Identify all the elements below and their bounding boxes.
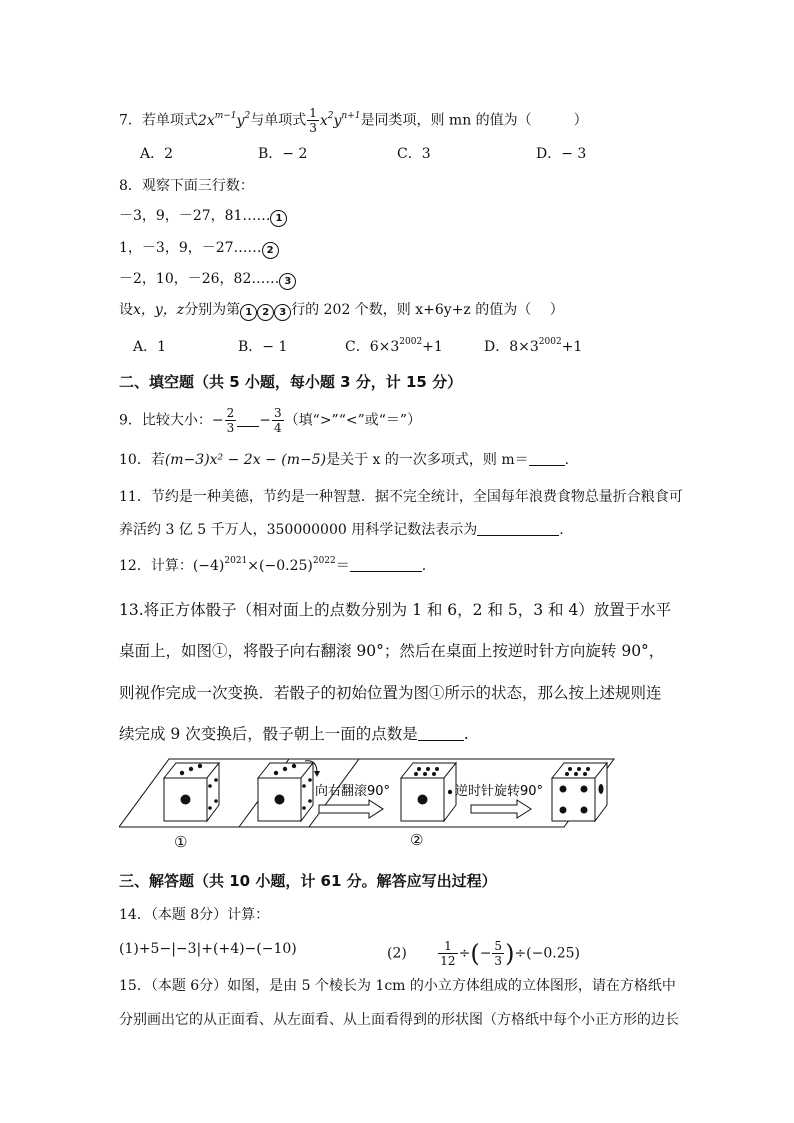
q7-text-c: 是同类项，则 mn 的值为（ ） bbox=[360, 112, 588, 129]
die-3 bbox=[401, 763, 456, 821]
q8-row-3-text: －2，10，－26，82…… bbox=[119, 271, 280, 287]
q12-exp2: 2022 bbox=[312, 556, 336, 566]
q10-expr: (m−3)x² − 2x − (m−5) bbox=[164, 452, 327, 468]
q9-answer-blank[interactable] bbox=[237, 412, 259, 427]
section-3-title: 三、解答题（共 10 小题，计 61 分。解答应写出过程） bbox=[119, 872, 497, 890]
q13-line-4 bbox=[119, 724, 469, 744]
arrow-rotate bbox=[471, 800, 531, 818]
q7-term1-yexp: 2 bbox=[244, 110, 251, 121]
die-4-front bbox=[552, 778, 595, 821]
die-1-top-pip bbox=[189, 767, 193, 771]
die-4-top-pip bbox=[577, 767, 581, 771]
q8-option-c-tail: +1 bbox=[422, 339, 443, 355]
die-1-side-pip bbox=[208, 806, 212, 810]
q8-option-d-tail: +1 bbox=[561, 339, 583, 355]
die-2-side-pip bbox=[302, 784, 306, 788]
q7-frac-num: 1 bbox=[309, 106, 317, 120]
die-3-top-pip bbox=[432, 772, 436, 776]
q12-prefix: 12．计算： bbox=[119, 558, 193, 574]
q11-end: . bbox=[559, 522, 564, 538]
die-1-side-pip bbox=[214, 799, 218, 803]
q15-line-2: 分别画出它的从正面看、从左面看、从上面看得到的形状图（方格纸中每个小正方形的边长 bbox=[119, 1012, 679, 1028]
q7-option-c[interactable]: C．3 bbox=[397, 146, 431, 162]
q10-answer-blank[interactable] bbox=[529, 451, 565, 466]
die-2-side-pip bbox=[302, 806, 306, 810]
q9-f1-num: 2 bbox=[226, 406, 235, 420]
die-2 bbox=[258, 761, 320, 821]
die-3-top-pip bbox=[414, 772, 418, 776]
q14-label-2: (2) bbox=[387, 945, 407, 962]
q14-div: ÷ bbox=[458, 945, 471, 962]
q14-expr-2: (2) $\frac{1}{12}$ ÷(− $\frac{5}{3}$ )÷(−0.25) bbox=[387, 939, 580, 968]
q11-line-2 bbox=[119, 520, 564, 540]
q13-line-1: 13.将正方体骰子（相对面上的点数分别为 1 和 6，2 和 5，3 和 4）放置于水平 bbox=[119, 601, 672, 619]
die-3-top-pip bbox=[423, 772, 427, 776]
die-4-top-pip bbox=[565, 772, 569, 776]
q14-title: 14．（本题 8分）计算： bbox=[119, 907, 270, 923]
q11-line-2-text: 养活约 3 亿 5 千万人，350000000 用科学记数法表示为 bbox=[119, 522, 478, 538]
q8-question-a: 设 bbox=[119, 302, 133, 318]
die-2-side-pip bbox=[308, 799, 312, 803]
q14-f2-den: 3 bbox=[494, 954, 503, 968]
q14-f2-num: 5 bbox=[494, 939, 503, 953]
q13-answer-blank[interactable] bbox=[418, 726, 464, 741]
die-1-side-pip bbox=[214, 778, 218, 782]
q7-text-a: 7．若单项式 bbox=[119, 112, 198, 129]
q13-line-2: 桌面上，如图①，将骰子向右翻滚 90°；然后在桌面上按逆时针方向旋转 90°， bbox=[119, 642, 665, 660]
die-2-top-pip bbox=[283, 767, 287, 771]
die-2-side-pip bbox=[308, 778, 312, 782]
die-1-front-pip bbox=[181, 795, 191, 805]
die-1-top-pip bbox=[180, 771, 184, 775]
q8-option-d-exp: 2002 bbox=[538, 337, 562, 347]
die-4-front-pip bbox=[581, 807, 588, 814]
arrow-roll bbox=[319, 800, 383, 818]
q15-line-1: 15．（本题 6分）如图，是由 5 个棱长为 1cm 的小立方体组成的立体图形，请在方格纸中 bbox=[119, 978, 676, 994]
die-4-top-pip bbox=[586, 767, 590, 771]
q8-option-a[interactable]: A．1 bbox=[133, 339, 167, 355]
q8-option-d[interactable] bbox=[484, 337, 582, 357]
q12-mid: ×(−0.25) bbox=[247, 558, 313, 574]
die-4-top-pip bbox=[583, 772, 587, 776]
q12-base1: (−4) bbox=[192, 558, 225, 574]
q8-q-mark-1: 1 bbox=[240, 304, 257, 321]
q14-frac-2 bbox=[492, 939, 504, 968]
die-4-side-pip bbox=[599, 784, 604, 794]
q10-end: . bbox=[564, 452, 570, 468]
die-3-side-pip bbox=[448, 790, 452, 794]
label-rotate: 逆时针旋转90° bbox=[455, 784, 544, 799]
q8-row-1 bbox=[119, 206, 287, 227]
die-4-top-pip bbox=[574, 772, 578, 776]
die-4 bbox=[552, 763, 607, 821]
die-3-top-pip bbox=[435, 767, 439, 771]
q10-suffix: 是关于 x 的一次多项式，则 m＝ bbox=[326, 452, 529, 468]
q8-option-b[interactable]: B．− 1 bbox=[238, 339, 288, 355]
q7-term2-xexp: 2 bbox=[327, 110, 334, 121]
q7-term2-x: x bbox=[319, 112, 328, 129]
q7-option-d[interactable]: D．− 3 bbox=[536, 146, 587, 162]
q14-f-den: 12 bbox=[440, 954, 456, 968]
q12-eq: ＝ bbox=[335, 558, 350, 574]
q8-question-b: 分别为第 bbox=[184, 302, 241, 318]
q8-row-2 bbox=[119, 238, 279, 259]
die-3-top-pip bbox=[417, 767, 421, 771]
die-2-top-pip bbox=[274, 771, 278, 775]
q12-exp1: 2021 bbox=[224, 556, 248, 566]
q7-term2-y: y bbox=[333, 112, 342, 129]
q9-prefix: 9．比较大小： bbox=[119, 412, 212, 429]
q10 bbox=[119, 450, 569, 470]
die-1-top-pip bbox=[198, 764, 202, 768]
die-2-top-pip bbox=[292, 764, 296, 768]
q14-expr-1: (1)+5−|−3|+(+4)−(−10) bbox=[119, 941, 297, 957]
q10-prefix: 10．若 bbox=[119, 452, 165, 468]
figure-caption-2: ② bbox=[410, 831, 424, 849]
die-4-front-pip bbox=[581, 786, 588, 793]
roll-curve-arrowhead bbox=[314, 771, 320, 777]
q7-option-a[interactable]: A．2 bbox=[140, 146, 174, 162]
q9: 9．比较大小：− $\frac{2}{3}$ − $\frac{3}{4}$ （填“>”“<”或“＝”） bbox=[119, 406, 422, 435]
q7-frac-den: 3 bbox=[309, 121, 317, 135]
q7-stem bbox=[119, 106, 588, 135]
dice-diagram bbox=[119, 755, 619, 835]
q7-term1-y: y bbox=[236, 112, 245, 129]
q9-frac-1 bbox=[225, 406, 237, 435]
die-4-front-pip bbox=[560, 807, 567, 814]
die-3-front-pip bbox=[418, 795, 428, 805]
q12-end: . bbox=[421, 558, 427, 574]
die-3-top-pip bbox=[426, 767, 430, 771]
q14-tail: ÷(−0.25) bbox=[514, 945, 580, 962]
q8-q-mark-2: 2 bbox=[257, 304, 274, 321]
q13-line-3: 则视作完成一次变换．若骰子的初始位置为图①所示的状态，那么按上述规则连 bbox=[119, 684, 662, 702]
die-4-top-pip bbox=[568, 767, 572, 771]
q8-row-3 bbox=[119, 269, 296, 290]
q14-f-num: 1 bbox=[438, 939, 457, 954]
q8-row-2-mark: 2 bbox=[262, 242, 279, 259]
q8-row-2-text: 1，－3，9，－27…… bbox=[119, 240, 262, 256]
q12 bbox=[119, 556, 426, 576]
q8-row-1-text: －3，9，－27，81…… bbox=[119, 208, 271, 224]
q8-option-d-base: D．8×3 bbox=[484, 339, 539, 355]
q8-question-c: 行的 202 个数，则 x+6y+z 的值为（ ） bbox=[291, 302, 564, 318]
q9-f2-num: 3 bbox=[274, 406, 282, 420]
q8-question-vars: x，y，z bbox=[133, 302, 185, 318]
q13-end: . bbox=[463, 725, 469, 743]
q8-option-c[interactable] bbox=[345, 337, 443, 357]
q8-row-1-mark: 1 bbox=[270, 210, 287, 227]
q8-option-c-base: C．6×3 bbox=[345, 339, 400, 355]
q12-answer-blank[interactable] bbox=[350, 557, 422, 572]
q8-option-c-exp: 2002 bbox=[399, 337, 423, 347]
q9-f1-den: 3 bbox=[226, 421, 235, 435]
q14-frac-1 bbox=[438, 939, 457, 968]
q7-term2-yexp: n+1 bbox=[341, 110, 361, 121]
q7-text-b: 与单项式 bbox=[250, 112, 307, 129]
q8-row-3-mark: 3 bbox=[279, 273, 296, 290]
q9-f2-den: 4 bbox=[274, 421, 282, 435]
q7-term1-exp: m−1 bbox=[214, 110, 237, 121]
q8-question bbox=[119, 300, 564, 321]
q11-answer-blank[interactable] bbox=[477, 521, 559, 536]
q7-fraction bbox=[307, 106, 319, 135]
q13-line-4-text: 续完成 9 次变换后，骰子朝上一面的点数是 bbox=[119, 725, 418, 743]
die-1-side-pip bbox=[208, 784, 212, 788]
label-roll: 向右翻滚90° bbox=[315, 784, 391, 799]
q9-suffix: （填“>”“<”或“＝”） bbox=[284, 412, 422, 429]
figure-caption-1: ① bbox=[174, 833, 188, 851]
die-1 bbox=[164, 763, 219, 821]
q8-q-mark-3: 3 bbox=[274, 304, 291, 321]
die-2-front-pip bbox=[275, 795, 285, 805]
q9-frac-2 bbox=[272, 406, 284, 435]
q11-line-1: 11．节约是一种美德，节约是一种智慧．据不完全统计，全国每年浪费食物总量折合粮食可 bbox=[119, 489, 683, 505]
q7-option-b[interactable]: B．− 2 bbox=[258, 146, 308, 162]
q8-title: 8．观察下面三行数： bbox=[119, 178, 254, 194]
die-4-front-pip bbox=[560, 786, 567, 793]
q7-term1: 2x bbox=[197, 112, 215, 129]
section-2-title: 二、填空题（共 5 小题，每小题 3 分，计 15 分） bbox=[119, 373, 463, 391]
